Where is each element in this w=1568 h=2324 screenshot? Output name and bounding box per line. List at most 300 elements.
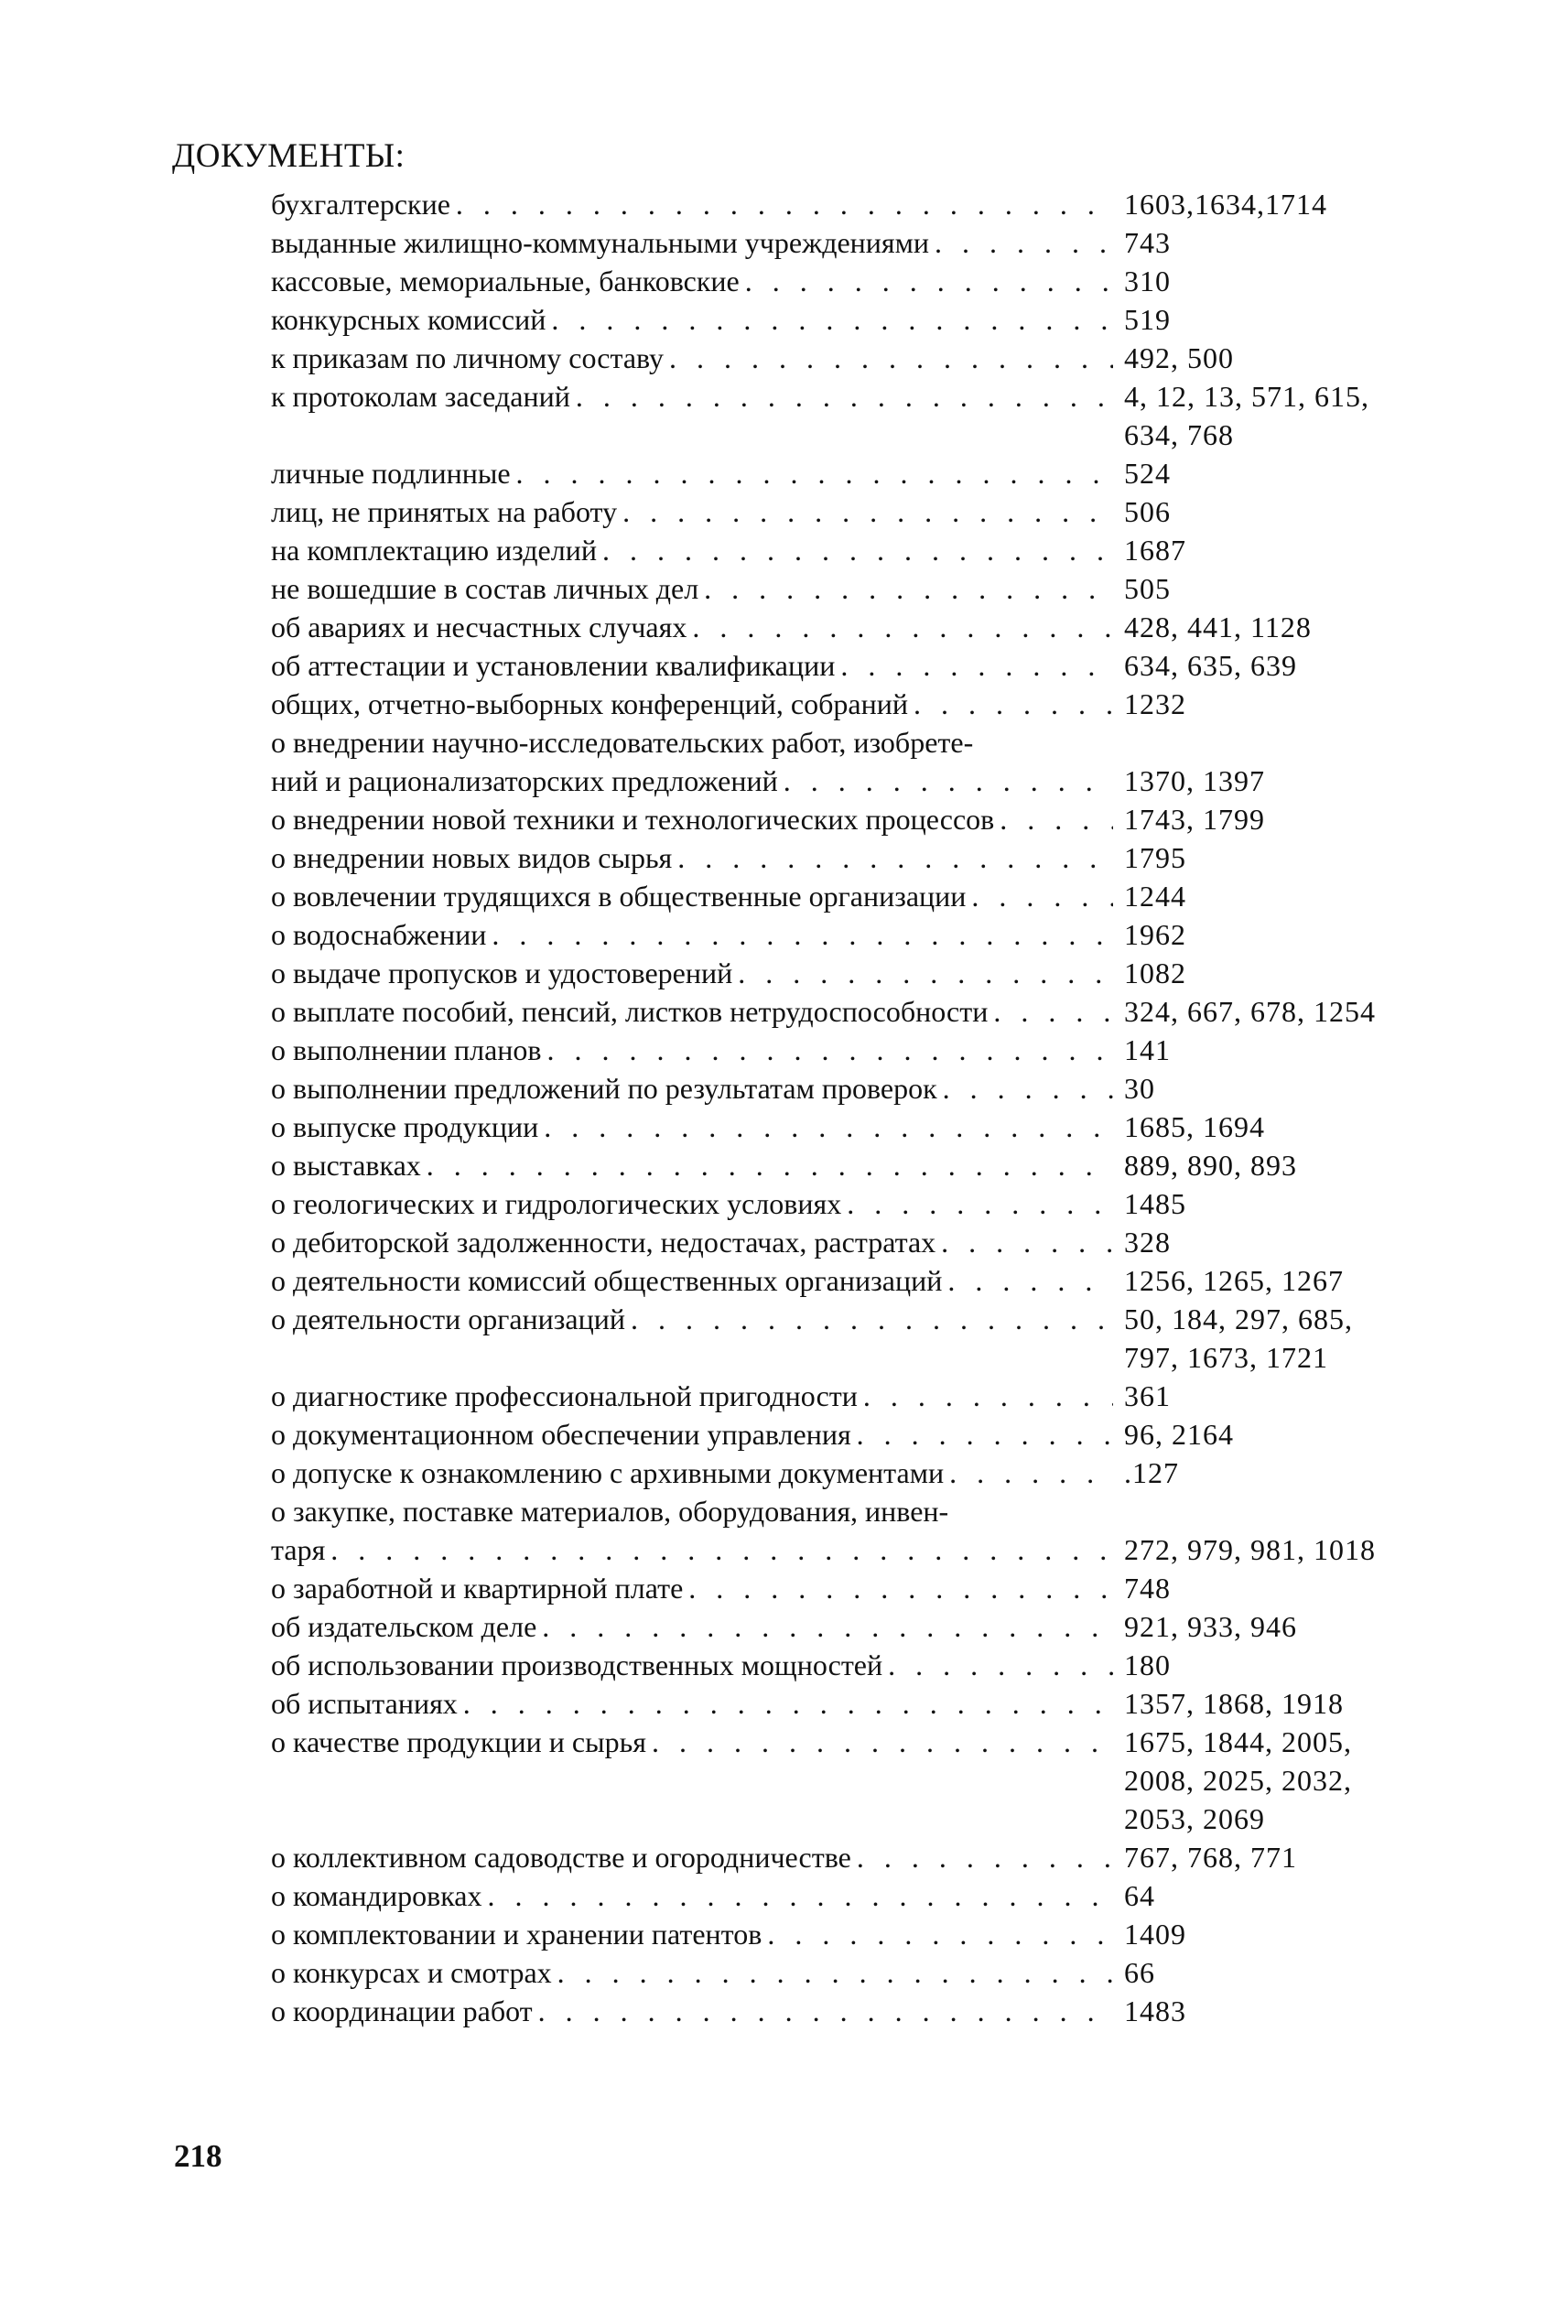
- entry-term-line: [271, 339, 1113, 377]
- entry-term-line: [271, 800, 1113, 838]
- entry-refs: [1113, 531, 1415, 569]
- entry-refs: [1113, 1223, 1415, 1261]
- entry-term-text: о выпуске продукции: [271, 1110, 539, 1143]
- index-entry: [271, 1377, 1415, 1415]
- index-entry: [271, 646, 1415, 685]
- index-entry: [271, 1454, 1415, 1492]
- entry-ref-numbers: 64: [1124, 1879, 1155, 1912]
- entry-refs: [1113, 454, 1415, 492]
- entry-term: [271, 1415, 1113, 1454]
- entry-term-line: [271, 569, 1113, 608]
- entry-term: [271, 1069, 1113, 1108]
- entry-refs: [1113, 838, 1415, 877]
- entry-term: [271, 1569, 1113, 1607]
- index-entry: [271, 1723, 1415, 1838]
- entry-term-line: [271, 1992, 1113, 2030]
- entry-term-text: о выставках: [271, 1149, 421, 1182]
- entry-ref-numbers: 1409: [1124, 1918, 1186, 1951]
- entry-refs: [1113, 685, 1415, 723]
- entry-term-text: о геологических и гидрологических условиях: [271, 1187, 842, 1220]
- entry-term: [271, 1492, 1113, 1569]
- index-entry: [271, 838, 1415, 877]
- entry-refs: [1113, 723, 1415, 800]
- entry-refs: [1113, 1569, 1415, 1607]
- entry-term-line: [271, 685, 1113, 723]
- entry-ref-numbers: 310: [1124, 265, 1171, 297]
- entry-term-line: [271, 531, 1113, 569]
- entry-term: [271, 877, 1113, 915]
- entry-term-text: о выплате пособий, пенсий, листков нетрудоспособности: [271, 995, 989, 1028]
- entry-term: [271, 454, 1113, 492]
- entry-term: [271, 1876, 1113, 1915]
- entry-term-line: [271, 1607, 1113, 1646]
- entry-refs: [1113, 1146, 1415, 1184]
- entry-term: [271, 185, 1113, 223]
- dot-leader: [943, 1069, 1113, 1108]
- index-entry: [271, 377, 1415, 454]
- entry-ref-numbers: 1370, 1397: [1124, 764, 1265, 797]
- entry-term: [271, 723, 1113, 800]
- entry-term-line: [271, 1415, 1113, 1454]
- index-entry: [271, 223, 1415, 262]
- entry-term-line: [271, 877, 1113, 915]
- dot-leader: [576, 377, 1113, 416]
- index-entry: [271, 1184, 1415, 1223]
- entry-ref-numbers: 1256, 1265, 1267: [1124, 1264, 1344, 1297]
- dot-leader: [557, 1953, 1113, 1992]
- entry-ref-numbers: 634, 768: [1124, 418, 1234, 451]
- entry-ref-numbers: 1743, 1799: [1124, 803, 1265, 836]
- entry-refs: [1113, 800, 1415, 838]
- entry-refs: [1113, 1838, 1415, 1876]
- dot-leader: [857, 1415, 1113, 1454]
- entry-term-line: [271, 1223, 1113, 1261]
- entry-term-text: о комплектовании и хранении патентов: [271, 1918, 762, 1951]
- entry-term: [271, 1261, 1113, 1300]
- dot-leader: [456, 185, 1113, 223]
- entry-term: [271, 1146, 1113, 1184]
- entry-ref-numbers: 1357, 1868, 1918: [1124, 1687, 1344, 1720]
- entry-refs: [1113, 1454, 1415, 1492]
- entry-term-line: [271, 454, 1113, 492]
- dot-leader: [330, 1530, 1113, 1569]
- index-entry: [271, 1415, 1415, 1454]
- entry-term-text: к протоколам заседаний: [271, 380, 570, 413]
- entry-refs: [1113, 877, 1415, 915]
- entry-ref-numbers: 2053, 2069: [1124, 1802, 1265, 1835]
- entry-term: [271, 1992, 1113, 2030]
- entry-refs: [1113, 1992, 1415, 2030]
- entry-refs: [1113, 1953, 1415, 1992]
- index-entry: [271, 339, 1415, 377]
- index-entry: [271, 262, 1415, 300]
- entry-term-line: [271, 223, 1113, 262]
- dot-leader: [463, 1684, 1113, 1723]
- entry-refs: [1113, 1300, 1415, 1377]
- entry-ref-numbers: 1687: [1124, 534, 1186, 567]
- entry-ref-numbers: 1685, 1694: [1124, 1110, 1265, 1143]
- entry-refs: [1113, 569, 1415, 608]
- index-entry: [271, 1684, 1415, 1723]
- entry-term-text: о допуске к ознакомлению с архивными документами: [271, 1456, 945, 1489]
- entry-term-line: [271, 262, 1113, 300]
- index-entry: [271, 454, 1415, 492]
- entry-term: [271, 1108, 1113, 1146]
- entry-term-line: [271, 492, 1113, 531]
- entry-refs: [1113, 377, 1415, 454]
- entry-term-line: [271, 1530, 1113, 1569]
- entry-refs: [1113, 1915, 1415, 1953]
- entry-term: [271, 1646, 1113, 1684]
- entry-term-text: о коллективном садоводстве и огородничестве: [271, 1841, 851, 1874]
- dot-leader: [492, 915, 1113, 954]
- entry-ref-numbers: 767, 768, 771: [1124, 1841, 1297, 1874]
- entry-ref-numbers: 1244: [1124, 880, 1186, 913]
- index-entry: [271, 1300, 1415, 1377]
- index-entry-list: [271, 185, 1415, 2030]
- index-entry: [271, 531, 1415, 569]
- entry-ref-numbers: 797, 1673, 1721: [1124, 1341, 1328, 1374]
- dot-leader: [840, 646, 1113, 685]
- index-entry: [271, 915, 1415, 954]
- entry-term-text: о документационном обеспечении управления: [271, 1418, 851, 1451]
- entry-ref-numbers: 1675, 1844, 2005,: [1124, 1725, 1352, 1758]
- entry-term-line: [271, 1838, 1113, 1876]
- entry-refs: [1113, 646, 1415, 685]
- dot-leader: [551, 300, 1113, 339]
- entry-ref-numbers: 272, 979, 981, 1018: [1124, 1533, 1376, 1566]
- entry-ref-numbers: 141: [1124, 1033, 1171, 1066]
- entry-ref-numbers: 748: [1124, 1572, 1171, 1605]
- entry-ref-numbers: 921, 933, 946: [1124, 1610, 1297, 1643]
- dot-leader: [971, 877, 1113, 915]
- entry-term: [271, 646, 1113, 685]
- entry-refs: [1113, 1184, 1415, 1223]
- entry-term: [271, 262, 1113, 300]
- dot-leader: [784, 762, 1113, 800]
- dot-leader: [516, 454, 1113, 492]
- entry-term-text: о выполнении планов: [271, 1033, 542, 1066]
- dot-leader: [857, 1838, 1113, 1876]
- dot-leader: [631, 1300, 1113, 1338]
- entry-ref-numbers: 4, 12, 13, 571, 615,: [1124, 380, 1369, 413]
- dot-leader: [547, 1031, 1113, 1069]
- entry-term: [271, 339, 1113, 377]
- entry-refs: [1113, 1646, 1415, 1684]
- dot-leader: [542, 1607, 1113, 1646]
- entry-term: [271, 838, 1113, 877]
- entry-term-text: о конкурсах и смотрах: [271, 1956, 552, 1989]
- entry-term-line: [271, 915, 1113, 954]
- entry-term-line: [271, 954, 1113, 992]
- dot-leader: [487, 1876, 1113, 1915]
- entry-ref-numbers: 1082: [1124, 957, 1186, 989]
- entry-term-line: [271, 1915, 1113, 1953]
- entry-term-text: выданные жилищно-коммунальными учреждениями: [271, 226, 930, 259]
- dot-leader: [767, 1915, 1113, 1953]
- dot-leader: [622, 492, 1113, 531]
- index-entry: [271, 800, 1415, 838]
- entry-term-text: об аттестации и установлении квалификации: [271, 649, 836, 682]
- entry-ref-numbers: 889, 890, 893: [1124, 1149, 1297, 1182]
- dot-leader: [935, 223, 1113, 262]
- entry-term-text: об авариях и несчастных случаях: [271, 611, 687, 643]
- ref-spacer: [1124, 1492, 1415, 1530]
- entry-ref-numbers: 1962: [1124, 918, 1186, 951]
- entry-term: [271, 300, 1113, 339]
- entry-refs: [1113, 185, 1415, 223]
- entry-ref-numbers: 1795: [1124, 841, 1186, 874]
- entry-term: [271, 992, 1113, 1031]
- entry-term-line: [271, 1377, 1113, 1415]
- entry-term-line: [271, 1876, 1113, 1915]
- entry-term: [271, 1377, 1113, 1415]
- entry-term-line: [271, 1031, 1113, 1069]
- entry-term-text: о деятельности комиссий общественных организаций: [271, 1264, 943, 1297]
- entry-refs: [1113, 954, 1415, 992]
- dot-leader: [847, 1184, 1113, 1223]
- entry-term-text: об испытаниях: [271, 1687, 458, 1720]
- entry-refs: [1113, 1607, 1415, 1646]
- entry-term-text: личные подлинные: [271, 457, 511, 490]
- entry-ref-numbers: 519: [1124, 303, 1171, 336]
- dot-leader: [544, 1108, 1113, 1146]
- entry-ref-numbers: 50, 184, 297, 685,: [1124, 1303, 1353, 1335]
- index-entry: [271, 1915, 1415, 1953]
- entry-term-text: о водоснабжении: [271, 918, 487, 951]
- index-entry: [271, 1607, 1415, 1646]
- entry-term-line: [271, 992, 1113, 1031]
- dot-leader: [949, 1454, 1113, 1492]
- entry-term-text: об издательском деле: [271, 1610, 537, 1643]
- entry-term-text: о дебиторской задолженности, недостачах, растратах: [271, 1226, 936, 1259]
- index-entry: [271, 1992, 1415, 2030]
- entry-ref-numbers: 2008, 2025, 2032,: [1124, 1764, 1352, 1797]
- entry-term-line: [271, 1646, 1113, 1684]
- entry-refs: [1113, 992, 1415, 1031]
- entry-ref-numbers: 30: [1124, 1072, 1155, 1105]
- entry-ref-numbers: 505: [1124, 572, 1171, 605]
- page-number: 218: [174, 2138, 222, 2174]
- index-entry: [271, 1876, 1415, 1915]
- entry-term-text: о качестве продукции и сырья: [271, 1725, 646, 1758]
- index-entry: [271, 1953, 1415, 1992]
- entry-term-line: [271, 1454, 1113, 1492]
- entry-term: [271, 492, 1113, 531]
- dot-leader: [669, 339, 1113, 377]
- entry-ref-numbers: 324, 667, 678, 1254: [1124, 995, 1376, 1028]
- entry-term-line: [271, 723, 1113, 762]
- entry-term: [271, 1300, 1113, 1377]
- entry-term-text: ний и рационализаторских предложений: [271, 764, 778, 797]
- entry-term-text: о деятельности организаций: [271, 1303, 625, 1335]
- index-entry: [271, 1646, 1415, 1684]
- entry-term-line: [271, 300, 1113, 339]
- dot-leader: [1000, 800, 1113, 838]
- entry-term-line: [271, 1723, 1113, 1761]
- entry-term-text: о внедрении научно-исследовательских работ, изобрете-: [271, 726, 974, 759]
- entry-ref-numbers: 743: [1124, 226, 1171, 259]
- entry-refs: [1113, 1031, 1415, 1069]
- dot-leader: [745, 262, 1113, 300]
- entry-term: [271, 1838, 1113, 1876]
- index-entry: [271, 877, 1415, 915]
- entry-refs: [1113, 1108, 1415, 1146]
- entry-ref-numbers: 634, 635, 639: [1124, 649, 1297, 682]
- entry-term-line: [271, 1684, 1113, 1723]
- entry-term-text: о диагностике профессиональной пригодности: [271, 1379, 858, 1412]
- dot-leader: [863, 1377, 1113, 1415]
- index-entry: [271, 1031, 1415, 1069]
- entry-refs: [1113, 223, 1415, 262]
- index-entry: [271, 723, 1415, 800]
- index-entry: [271, 1492, 1415, 1569]
- entry-term-line: [271, 185, 1113, 223]
- dot-leader: [947, 1261, 1113, 1300]
- index-entry: [271, 608, 1415, 646]
- entry-term-line: [271, 1146, 1113, 1184]
- entry-refs: [1113, 1684, 1415, 1723]
- entry-refs: [1113, 300, 1415, 339]
- index-entry: [271, 300, 1415, 339]
- index-entry: [271, 1146, 1415, 1184]
- entry-term-text: о выполнении предложений по результатам проверок: [271, 1072, 937, 1105]
- index-entry: [271, 992, 1415, 1031]
- dot-leader: [688, 1569, 1113, 1607]
- index-entry: [271, 1069, 1415, 1108]
- entry-term: [271, 1723, 1113, 1838]
- entry-ref-numbers: 180: [1124, 1648, 1171, 1681]
- entry-ref-numbers: 492, 500: [1124, 341, 1234, 374]
- dot-leader: [602, 531, 1113, 569]
- index-entry: [271, 185, 1415, 223]
- entry-term: [271, 608, 1113, 646]
- entry-term-line: [271, 1108, 1113, 1146]
- entry-term-text: о координации работ: [271, 1994, 533, 2027]
- entry-term-line: [271, 1184, 1113, 1223]
- index-entry: [271, 1108, 1415, 1146]
- entry-term-line: [271, 762, 1113, 800]
- entry-ref-numbers: 1485: [1124, 1187, 1186, 1220]
- index-entry: [271, 1223, 1415, 1261]
- entry-term: [271, 1953, 1113, 1992]
- entry-term-text: о заработной и квартирной плате: [271, 1572, 684, 1605]
- index-entry: [271, 685, 1415, 723]
- index-entry: [271, 1838, 1415, 1876]
- dot-leader: [652, 1723, 1113, 1761]
- dot-leader: [941, 1223, 1113, 1261]
- ref-spacer: [1124, 723, 1415, 762]
- entry-ref-numbers: 1603,1634,1714: [1124, 188, 1327, 221]
- entry-term-line: [271, 838, 1113, 877]
- entry-ref-numbers: 1483: [1124, 1994, 1186, 2027]
- entry-term-line: [271, 377, 1113, 416]
- entry-refs: [1113, 339, 1415, 377]
- entry-term: [271, 377, 1113, 454]
- dot-leader: [538, 1992, 1113, 2030]
- entry-term: [271, 1607, 1113, 1646]
- entry-ref-numbers: 524: [1124, 457, 1171, 490]
- entry-term: [271, 1223, 1113, 1261]
- entry-refs: [1113, 1415, 1415, 1454]
- dot-leader: [677, 838, 1113, 877]
- entry-ref-numbers: 428, 441, 1128: [1124, 611, 1312, 643]
- entry-term-line: [271, 646, 1113, 685]
- entry-term-text: к приказам по личному составу: [271, 341, 665, 374]
- entry-term-line: [271, 1569, 1113, 1607]
- entry-ref-numbers: 361: [1124, 1379, 1171, 1412]
- index-heading: ДОКУМЕНТЫ:: [172, 137, 406, 175]
- entry-term-text: конкурсных комиссий: [271, 303, 546, 336]
- entry-term-text: об использовании производственных мощностей: [271, 1648, 883, 1681]
- entry-term-line: [271, 1953, 1113, 1992]
- entry-term-text: общих, отчетно-выборных конференций, собраний: [271, 687, 908, 720]
- entry-ref-numbers: 328: [1124, 1226, 1171, 1259]
- dot-leader: [914, 685, 1113, 723]
- entry-ref-numbers: 96, 2164: [1124, 1418, 1234, 1451]
- entry-ref-numbers: 506: [1124, 495, 1171, 528]
- index-entry: [271, 492, 1415, 531]
- entry-term-text: о внедрении новой техники и технологических процессов: [271, 803, 995, 836]
- entry-term: [271, 915, 1113, 954]
- entry-term: [271, 1915, 1113, 1953]
- entry-term-line: [271, 1300, 1113, 1338]
- index-entry: [271, 1261, 1415, 1300]
- entry-term: [271, 800, 1113, 838]
- entry-term-line: [271, 1069, 1113, 1108]
- entry-term: [271, 954, 1113, 992]
- entry-ref-numbers: 66: [1124, 1956, 1155, 1989]
- entry-term-text: о внедрении новых видов сырья: [271, 841, 673, 874]
- entry-term-text: лиц, не принятых на работу: [271, 495, 618, 528]
- dot-leader: [692, 608, 1113, 646]
- dot-leader: [427, 1146, 1113, 1184]
- entry-refs: [1113, 492, 1415, 531]
- entry-term: [271, 531, 1113, 569]
- entry-refs: [1113, 1723, 1415, 1838]
- dot-leader: [704, 569, 1113, 608]
- entry-term-text: таря: [271, 1533, 326, 1566]
- entry-term-text: о вовлечении трудящихся в общественные организации: [271, 880, 967, 913]
- entry-refs: [1113, 1876, 1415, 1915]
- entry-term: [271, 1184, 1113, 1223]
- entry-refs: [1113, 1069, 1415, 1108]
- index-entry: [271, 1569, 1415, 1607]
- index-entry: [271, 954, 1415, 992]
- dot-leader: [888, 1646, 1113, 1684]
- entry-term: [271, 1454, 1113, 1492]
- entry-refs: [1113, 262, 1415, 300]
- entry-term-text: о закупке, поставке материалов, оборудования, инвен-: [271, 1495, 949, 1528]
- entry-refs: [1113, 1377, 1415, 1415]
- entry-term: [271, 223, 1113, 262]
- entry-term: [271, 569, 1113, 608]
- entry-refs: [1113, 1261, 1415, 1300]
- entry-term-line: [271, 608, 1113, 646]
- entry-refs: [1113, 915, 1415, 954]
- entry-term-text: о выдаче пропусков и удостоверений: [271, 957, 733, 989]
- entry-refs: [1113, 1492, 1415, 1569]
- entry-term-line: [271, 1492, 1113, 1530]
- entry-term-text: не вошедшие в состав личных дел: [271, 572, 699, 605]
- entry-term: [271, 1031, 1113, 1069]
- entry-term: [271, 1684, 1113, 1723]
- dot-leader: [993, 992, 1113, 1031]
- entry-term-text: на комплектацию изделий: [271, 534, 597, 567]
- index-entry: [271, 569, 1415, 608]
- entry-term-line: [271, 1261, 1113, 1300]
- entry-term: [271, 685, 1113, 723]
